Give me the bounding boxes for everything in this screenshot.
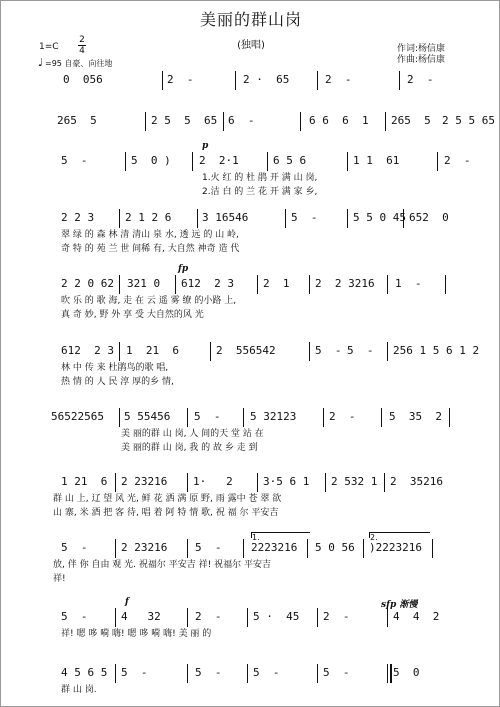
notation-line <box>47 344 480 360</box>
lyric-line <box>47 293 467 307</box>
bar-line <box>347 209 348 228</box>
measure-notes: 5 - <box>323 666 350 679</box>
volta-bracket: 2. <box>369 532 430 538</box>
bar-line <box>115 664 116 683</box>
lyric-text: 翠 绿 的 森 林 清 清山 泉 水, 透 远 的 山 岭, <box>61 230 239 240</box>
lyric-line <box>47 374 467 388</box>
score-system <box>47 114 495 130</box>
measure-notes: 6 5 6 <box>273 154 307 167</box>
bar-line <box>119 408 120 427</box>
measure-notes: 1 21 6 <box>61 475 108 488</box>
bar-line <box>162 71 163 90</box>
lyric-line <box>47 241 467 255</box>
measure-notes: 612 2 3 <box>181 277 234 290</box>
measure-notes: 5 - <box>195 541 222 554</box>
measure-notes: 5 - <box>253 666 280 679</box>
measure-notes: 6 - <box>228 114 255 127</box>
measure-notes: 5 0 ) <box>131 154 171 167</box>
bar-line <box>387 608 388 627</box>
measure-notes: 2 - <box>444 154 471 167</box>
bar-line <box>210 342 211 361</box>
measure-notes: 1· 2 <box>193 475 233 488</box>
measure-notes: 56522565 <box>51 410 104 423</box>
bar-line <box>387 664 392 683</box>
measure-notes: 612 2 3 <box>61 344 114 357</box>
notation-line <box>47 73 467 89</box>
measure-notes: 2 - <box>195 610 222 623</box>
quarter-note-icon: ♩ <box>38 56 44 69</box>
bar-line <box>437 152 438 171</box>
bar-line <box>223 112 224 131</box>
measure-notes: 3·5 6 1 <box>263 475 310 488</box>
measure-notes: 5 35 2 <box>389 410 442 423</box>
bar-line <box>449 408 450 427</box>
measure-notes: )2223216 <box>369 541 422 554</box>
measure-notes: 5 - <box>291 211 318 224</box>
bar-line <box>115 608 116 627</box>
notation-line <box>47 277 467 293</box>
measure-notes: 6 6 6 1 <box>309 114 369 127</box>
bar-line <box>267 152 268 171</box>
measure-notes: 2 1 2 6 <box>125 211 172 224</box>
notation-line <box>47 541 467 557</box>
score-system <box>47 344 480 388</box>
time-numerator: 2 <box>79 35 85 45</box>
measure-notes: 5 - <box>195 666 222 679</box>
notation-line <box>47 666 467 682</box>
measure-notes: 5 - <box>315 344 342 357</box>
lyric-line <box>47 440 467 454</box>
measure-notes: 2 556542 <box>216 344 276 357</box>
score-system <box>47 666 467 696</box>
bar-line <box>235 71 236 90</box>
bar-line <box>119 342 120 361</box>
lyric-line <box>47 184 467 198</box>
lyric-line <box>47 227 467 241</box>
time-denominator: 4 <box>79 46 85 56</box>
bar-line <box>399 71 400 90</box>
lyric-text: 1.火 红 的 杜 鹃 开 满 山 岗, <box>202 173 318 183</box>
bar-line <box>192 152 193 171</box>
measure-notes: 5 - <box>194 410 221 423</box>
bar-line <box>197 209 198 228</box>
lyric-text: 2.洁 白 的 兰 花 开 满 家 乡, <box>202 187 318 197</box>
bar-line <box>257 473 258 492</box>
measure-notes: 5 0 <box>393 666 420 679</box>
measure-notes: 5 55456 <box>124 410 171 423</box>
bar-line <box>317 664 318 683</box>
bar-line <box>187 608 188 627</box>
measure-notes: 2 · 65 <box>243 73 290 86</box>
measure-notes: 5 · 45 <box>253 610 300 623</box>
score-system <box>47 211 467 255</box>
measure-notes: 3 16546 <box>202 211 249 224</box>
bar-line <box>387 342 388 361</box>
measure-notes: 2 - <box>167 73 194 86</box>
measure-notes: 2 5 5 65 <box>442 114 495 127</box>
score-system <box>47 533 467 585</box>
measure-notes: 256 1 5 6 1 2 <box>393 344 480 357</box>
measure-notes: 265 5 <box>391 114 431 127</box>
measure-notes: 2 2·1 <box>199 154 239 167</box>
lyric-line <box>47 505 467 519</box>
measure-notes: 265 5 <box>57 114 97 127</box>
bar-line <box>175 275 176 294</box>
measure-notes: 2 - <box>407 73 434 86</box>
bar-line <box>243 408 244 427</box>
bar-line <box>115 473 116 492</box>
bar-line <box>363 539 364 558</box>
lyric-text: 美 丽的群 山 岗, 人 间的天 堂 站 在 <box>121 429 264 439</box>
bar-line <box>247 608 248 627</box>
lyric-line <box>47 360 467 374</box>
bar-line <box>325 473 326 492</box>
lyric-text: 奇 特 的 苑 兰 世 间稀 有, 大自然 神奇 造 代 <box>61 244 240 254</box>
bar-line <box>300 112 301 131</box>
measure-notes: 5 5 0 45 <box>353 211 406 224</box>
measure-notes: 5 - <box>121 666 148 679</box>
bar-line <box>285 209 286 228</box>
measure-notes: 2 1 <box>263 277 290 290</box>
tempo-marking: =95 自豪、向往地 <box>45 59 113 68</box>
measure-notes: 2 5 5 65 <box>151 114 218 127</box>
bar-line <box>187 539 188 558</box>
lyric-text: 吹 乐 的 歌 海, 走 在 云 遥 雾 缭 的小路 上, <box>61 296 237 306</box>
measure-notes: 5 0 56 <box>315 541 355 554</box>
bar-line <box>323 408 324 427</box>
score-title: 美丽的群山岗 <box>199 10 302 29</box>
bar-line <box>257 275 258 294</box>
bar-line <box>243 539 244 558</box>
lyric-line <box>47 307 467 321</box>
lyric-text: 群 山 上, 辽 望 风 光, 鲜 花 洒 满 原 野, 雨 露中 苍 翠 欲 <box>53 494 282 504</box>
bar-line <box>317 71 318 90</box>
measure-notes: 2 35216 <box>390 475 443 488</box>
measure-notes: 4 5 6 5 <box>61 666 108 679</box>
measure-notes: 652 0 <box>409 211 449 224</box>
score-system <box>47 597 467 640</box>
measure-notes: 2 23216 <box>121 475 168 488</box>
bar-line <box>381 408 382 427</box>
measure-notes: 4 4 2 <box>393 610 440 623</box>
measure-notes: 0 056 <box>63 73 103 86</box>
measure-notes: 2 - <box>325 73 352 86</box>
measure-notes: 1 21 6 <box>126 344 179 357</box>
bar-line <box>384 473 385 492</box>
measure-notes: 4 32 <box>121 610 161 623</box>
dynamic-marking: f <box>125 597 129 607</box>
measure-notes: 2 532 1 <box>331 475 378 488</box>
measure-notes: 2 2 0 62 <box>61 277 114 290</box>
score-system <box>47 264 467 321</box>
lyric-text: 山 寨, 米 酒 把 客 待, 唱 着 阿 特 情 歌, 祝 福 尔 平安吉 <box>53 508 279 518</box>
lyric-text: 放, 伴 你 自由 观 光. 祝福尔 平安吉 祥! 祝福尔 平安吉 <box>53 560 271 570</box>
measure-notes: 321 0 <box>127 277 161 290</box>
score-system <box>47 475 467 519</box>
bar-line <box>247 664 248 683</box>
lyric-text: 热 情 的 人 民 淳 厚的乡 情, <box>61 377 174 387</box>
score-subtitle: (独唱) <box>237 40 265 51</box>
score-system <box>47 73 467 89</box>
bar-line <box>115 539 116 558</box>
bar-line <box>309 342 310 361</box>
bar-line <box>145 112 146 131</box>
composer-credit: 作曲:杨信康 <box>397 55 446 65</box>
notation-line <box>47 114 495 130</box>
lyric-text: 林 中 传 来 杜鹃鸟的歌 唱, <box>61 363 169 373</box>
bar-line <box>187 664 188 683</box>
bar-line <box>432 539 433 558</box>
lyricist-credit: 作词:杨信康 <box>397 44 446 54</box>
bar-line <box>403 209 404 228</box>
measure-notes: 2 - <box>323 610 350 623</box>
bar-line <box>387 275 388 294</box>
bar-line <box>445 275 446 294</box>
bar-line <box>317 608 318 627</box>
notation-line <box>47 154 471 170</box>
measure-notes: 1 - <box>395 277 422 290</box>
lyric-text: 祥! 嗯 哆 嗬 嗨! 嗯 哆 嗬 嗨! 美 丽 的 <box>61 629 212 639</box>
bar-line <box>187 408 188 427</box>
measure-notes: 5 - <box>61 541 88 554</box>
bar-line <box>125 152 126 171</box>
lyric-line <box>47 557 467 571</box>
measure-notes: 5 - <box>61 154 88 167</box>
score-system <box>47 141 471 198</box>
lyric-line <box>47 491 467 505</box>
measure-notes: 2 2 3 <box>61 211 95 224</box>
lyric-line <box>47 626 467 640</box>
lyric-line <box>47 571 467 585</box>
measure-notes: 2 23216 <box>121 541 168 554</box>
bar-line <box>187 473 188 492</box>
bar-line <box>309 275 310 294</box>
bar-line <box>347 152 348 171</box>
dynamic-marking: sfp 渐慢 <box>381 600 418 610</box>
measure-notes: 5 32123 <box>250 410 297 423</box>
notation-line <box>47 475 467 491</box>
measure-notes: 2 - <box>329 410 356 423</box>
lyric-text: 真 奇 妙, 野 外 享 受 大自然的风 光 <box>61 310 204 320</box>
notation-line <box>47 211 467 227</box>
lyric-line <box>47 682 467 696</box>
measure-notes: 2223216 <box>251 541 298 554</box>
score-system <box>47 410 467 454</box>
lyric-line <box>47 170 467 184</box>
bar-line <box>385 112 386 131</box>
dynamic-marking: p <box>202 141 209 151</box>
bar-line <box>307 539 308 558</box>
measure-notes: 1 1 61 <box>353 154 400 167</box>
measure-notes: 5 - <box>61 610 88 623</box>
lyric-line <box>47 426 467 440</box>
time-signature <box>78 35 86 56</box>
bar-line <box>119 275 120 294</box>
lyric-text: 祥! <box>53 574 66 584</box>
lyric-text: 群 山 岗. <box>61 685 97 695</box>
notation-line <box>47 610 467 626</box>
key-signature: 1=C <box>39 42 59 52</box>
notation-line <box>47 410 467 426</box>
measure-notes: 2 2 3216 <box>315 277 375 290</box>
dynamic-marking: fp <box>178 264 189 274</box>
measure-notes: 5 - <box>347 344 374 357</box>
bar-line <box>119 209 120 228</box>
volta-bracket: 1. <box>251 532 310 538</box>
lyric-text: 美 丽的群 山 岗, 我 的 故 乡 走 到 <box>121 443 258 453</box>
